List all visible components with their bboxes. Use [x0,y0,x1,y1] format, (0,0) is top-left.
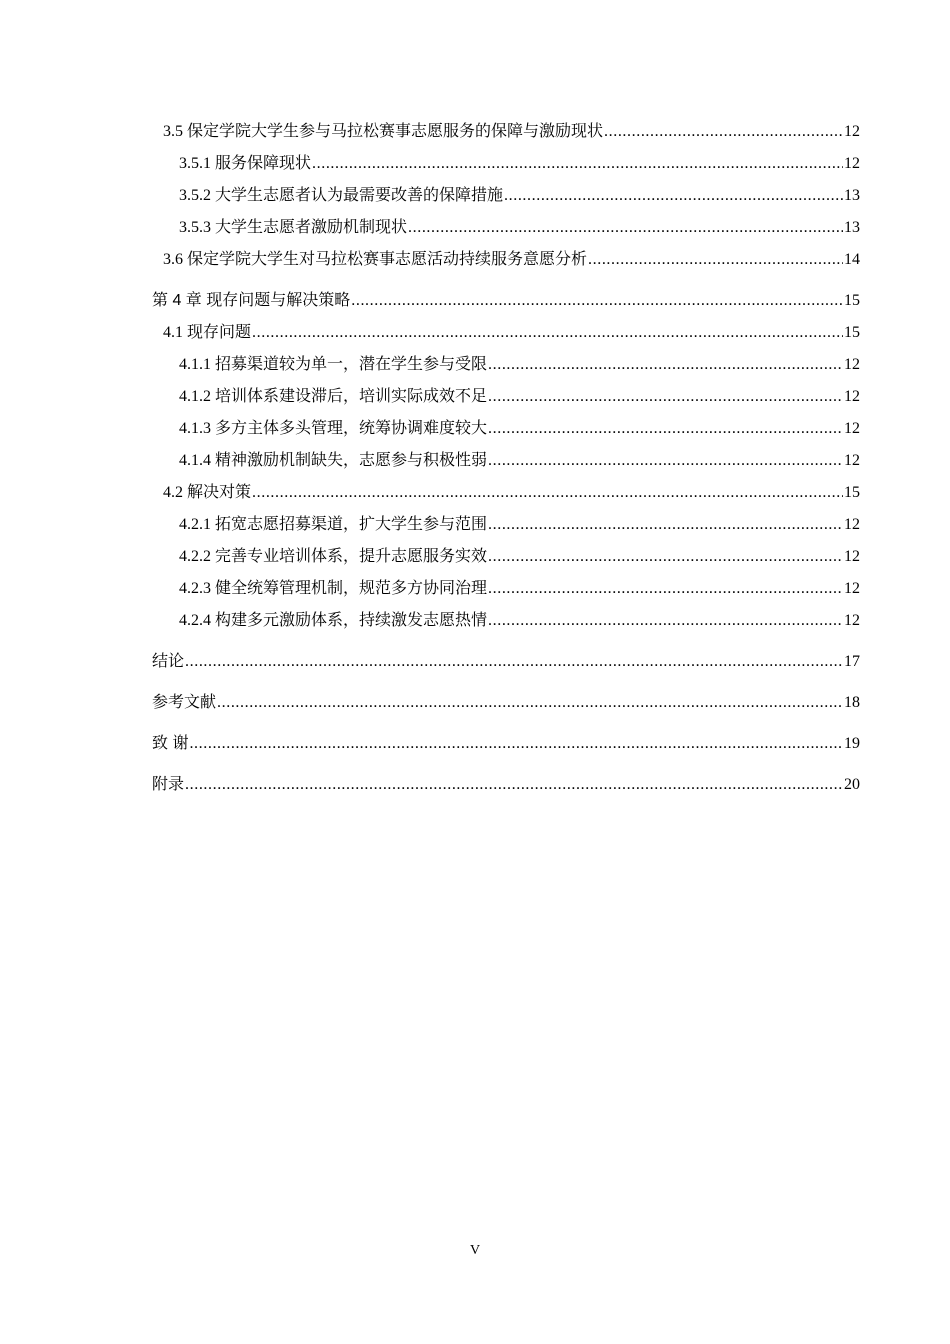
dot-leader [488,445,843,477]
dot-leader [312,148,843,180]
toc-entry-title: 4.1 现存问题 [163,324,252,341]
toc-entry[interactable] [152,244,860,276]
toc-entry-page: 12 [844,420,860,437]
toc-entry-title: 附录 [152,776,185,793]
toc-entry-page: 12 [844,155,860,172]
toc-chapter-entry[interactable] [152,646,860,678]
page-number-footer: V [469,1243,481,1258]
toc-entry-page: 20 [844,776,860,793]
toc-entry-title: 3.5 保定学院大学生参与马拉松赛事志愿服务的保障与激励现状 [163,123,604,140]
dot-leader [604,116,843,148]
dot-leader [488,413,843,445]
toc-entry[interactable] [152,212,860,244]
dot-leader [504,180,843,212]
toc-entry-page: 12 [844,612,860,629]
toc-entry-page: 13 [844,219,860,236]
toc-entry-title: 参考文献 [152,694,217,711]
toc-entry-title: 4.1.1 招募渠道较为单一，潜在学生参与受限 [179,356,488,373]
dot-leader [488,573,843,605]
toc-entry[interactable] [152,317,860,349]
toc-chapter-entry[interactable] [152,285,860,317]
dot-leader [252,317,843,349]
toc-entry[interactable] [152,541,860,573]
toc-entry-page: 15 [844,324,860,341]
toc-chapter-entry[interactable] [152,769,860,801]
dot-leader [217,687,843,719]
toc-entry[interactable] [152,381,860,413]
toc-entry[interactable] [152,573,860,605]
dot-leader [185,769,843,801]
toc-entry-page: 12 [844,580,860,597]
toc-entry-title: 致 谢 [152,735,189,752]
toc-entry-title: 4.2 解决对策 [163,484,252,501]
toc-entry-page: 19 [844,735,860,752]
toc-entry-title: 结论 [152,653,185,670]
dot-leader [185,646,843,678]
dot-leader [588,244,843,276]
toc-entry-title: 4.1.3 多方主体多头管理，统筹协调难度较大 [179,420,488,437]
dot-leader [252,477,843,509]
toc-entry-title: 3.5.3 大学生志愿者激励机制现状 [179,219,408,236]
toc-entry-title: 4.2.2 完善专业培训体系，提升志愿服务实效 [179,548,488,565]
toc-chapter-entry[interactable] [152,728,860,760]
toc-entry-title: 4.2.3 健全统筹管理机制，规范多方协同治理 [179,580,488,597]
toc-entry-page: 17 [844,653,860,670]
dot-leader [488,509,843,541]
toc-entry[interactable] [152,477,860,509]
toc-entry-title: 4.1.4 精神激励机制缺失，志愿参与积极性弱 [179,452,488,469]
toc-entry-page: 12 [844,516,860,533]
toc-entry[interactable] [152,413,860,445]
toc-entry-page: 12 [844,388,860,405]
dot-leader [351,285,843,317]
toc-entry-title: 4.2.1 拓宽志愿招募渠道，扩大学生参与范围 [179,516,488,533]
toc-entry[interactable] [152,116,860,148]
toc-entry[interactable] [152,148,860,180]
toc-entry-page: 15 [844,484,860,501]
toc-entry-title: 3.5.2 大学生志愿者认为最需要改善的保障措施 [179,187,504,204]
toc-entry-page: 13 [844,187,860,204]
toc-entry-title: 4.2.4 构建多元激励体系，持续激发志愿热情 [179,612,488,629]
dot-leader [408,212,843,244]
toc-entry[interactable] [152,349,860,381]
toc-entry-page: 18 [844,694,860,711]
toc-entry-page: 12 [844,548,860,565]
toc-entry-page: 12 [844,123,860,140]
toc-entry-page: 12 [844,356,860,373]
toc-entry-title: 第 4 章 现存问题与解决策略 [152,292,351,309]
toc-entry[interactable] [152,180,860,212]
dot-leader [488,541,843,573]
dot-leader [488,381,843,413]
toc-entry[interactable] [152,605,860,637]
toc-entry[interactable] [152,445,860,477]
toc-entry-page: 14 [844,251,860,268]
toc-entry-title: 4.1.2 培训体系建设滞后，培训实际成效不足 [179,388,488,405]
toc-entry-page: 12 [844,452,860,469]
table-of-contents [152,116,860,801]
toc-entry[interactable] [152,509,860,541]
toc-entry-title: 3.6 保定学院大学生对马拉松赛事志愿活动持续服务意愿分析 [163,251,588,268]
toc-chapter-entry[interactable] [152,687,860,719]
dot-leader [189,728,843,760]
toc-entry-title: 3.5.1 服务保障现状 [179,155,312,172]
toc-entry-page: 15 [844,292,860,309]
dot-leader [488,349,843,381]
dot-leader [488,605,843,637]
